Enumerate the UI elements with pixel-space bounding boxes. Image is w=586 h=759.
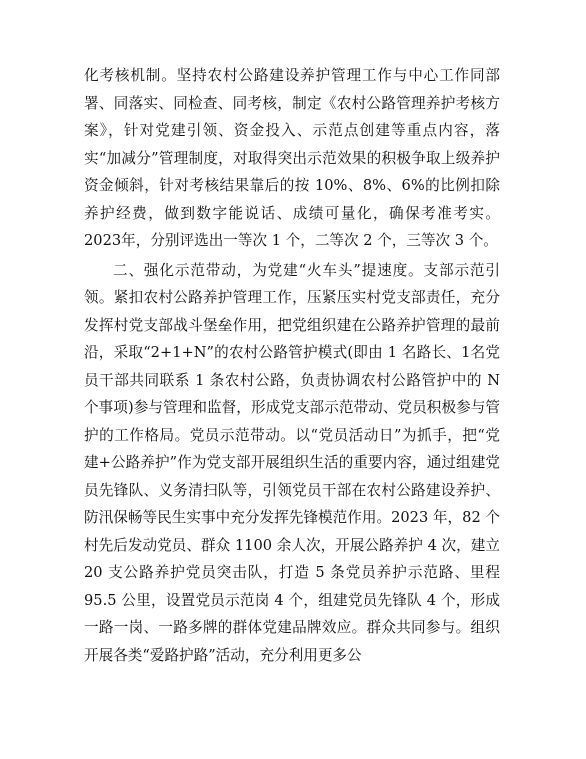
body-paragraph-1: 化考核机制。坚持农村公路建设养护管理工作与中心工作同部署、同落实、同检查、同考核，制定《农村公路管理养护考核方案》，针对党建引领、资金投入、示范点创建等重点内容，落实“加减分”管理制度，对取得突出示范效果的积极争取上级养护资金倾斜，针对考核结果靠后的按 10%、8%、6%的比例扣除养护经费，做到数字能说话、成绩可量化，确保考准考实。2023年，分别评选出一等次 1 个，二等次 2 个，三等次 3 个。	[84, 67, 500, 249]
document-page	[84, 62, 500, 669]
body-paragraph-2: 二、强化示范带动，为党建“火车头”提速度。支部示范引领。紧扣农村公路养护管理工作，压紧压实村党支部责任，充分发挥村党支部战斗堡垒作用，把党组织建在公路养护管理的最前沿，采取“2+1+N”的农村公路管护模式(即由 1 名路长、1名党员干部共同联系 1 条农村公路，负责协调农村公路管护中的 N 个事项)参与管理和监督，形成党支部示范带动、党员积极参与管护的工作格局。党员示范带动。以“党员活动日”为抓手，把“党建+公路养护”作为党支部开展组织生活的重要内容，通过组建党员先锋队、义务清扫队等，引领党员干部在农村公路建设养护、防汛保畅等民生实事中充分发挥先锋模范作用。2023 年，82 个村先后发动党员、群众 1100 余人次，开展公路养护 4 次，建立 20 支公路养护党员突击队，打造 5 条党员养护示范路、里程 95.5 公里，设置党员示范岗 4 个，组建党员先锋队 4 个，形成一路一岗、一路多牌的群体党建品牌效应。群众共同参与。组织开展各类“爱路护路”活动，充分利用更多公	[84, 261, 500, 664]
